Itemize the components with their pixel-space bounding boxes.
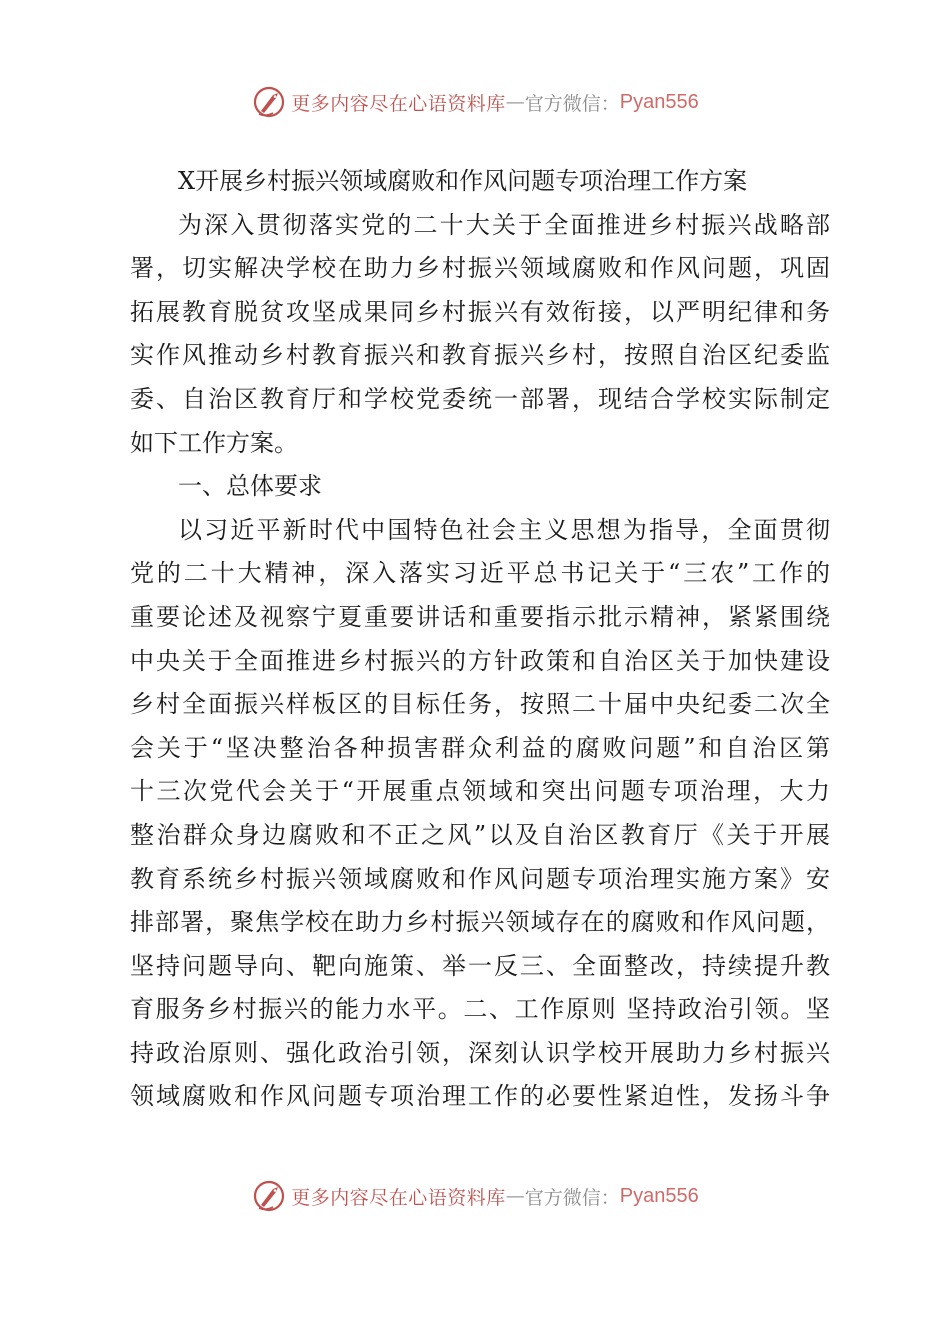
- watermark-banner-bottom: [0, 1174, 950, 1218]
- document-body: [130, 160, 830, 1119]
- pen-nib-icon: [251, 1178, 287, 1214]
- section-heading: 一、总体要求: [178, 472, 322, 501]
- paragraph-line: 十三次党代会关于“开展重点领域和突出问题专项治理，大力: [130, 777, 830, 806]
- pen-nib-icon: [251, 84, 287, 120]
- paragraph-line: 委、自治区教育厅和学校党委统一部署，现结合学校实际制定: [130, 384, 830, 413]
- paragraph-line: 持政治原则、强化政治引领，深刻认识学校开展助力乡村振兴: [130, 1038, 830, 1067]
- paragraph-line: 以习近平新时代中国特色社会主义思想为指导，全面贯彻: [178, 515, 830, 544]
- paragraph-line: 党的二十大精神，深入落实习近平总书记关于“三农”工作的: [130, 559, 830, 588]
- paragraph-line: 重要论述及视察宁夏重要讲话和重要指示批示精神，紧紧围绕: [130, 602, 830, 631]
- watermark-brand: 更多内容尽在心语资料库: [291, 1186, 506, 1209]
- paragraph-line: 领域腐败和作风问题专项治理工作的必要性紧迫性，发扬斗争: [130, 1082, 830, 1111]
- watermark-dash: —: [505, 91, 525, 113]
- watermark-brand: 更多内容尽在心语资料库: [291, 92, 506, 115]
- paragraph-line: 乡村全面振兴样板区的目标任务，按照二十届中央纪委二次全: [130, 690, 830, 719]
- watermark-banner-top: [0, 80, 950, 124]
- watermark-wechat-id: Pyan556: [619, 90, 699, 113]
- document-title: X开展乡村振兴领域腐败和作风问题专项治理工作方案: [178, 167, 748, 195]
- paragraph-line: 署，切实解决学校在助力乡村振兴领域腐败和作风问题，巩固: [130, 254, 830, 283]
- paragraph-line: 教育系统乡村振兴领域腐败和作风问题专项治理实施方案》安: [130, 864, 830, 893]
- watermark-dash: —: [505, 1185, 525, 1207]
- watermark-wechat-label: 官方微信：: [524, 92, 620, 115]
- paragraph-line: 中央关于全面推进乡村振兴的方针政策和自治区关于加快建设: [130, 646, 830, 675]
- paragraph-line: 育服务乡村振兴的能力水平。二、工作原则 坚持政治引领。坚: [130, 995, 830, 1024]
- paragraph-line: 坚持问题导向、靶向施策、举一反三、全面整改，持续提升教: [130, 951, 830, 980]
- paragraph-line: 整治群众身边腐败和不正之风”以及自治区教育厅《关于开展: [130, 820, 830, 849]
- watermark-wechat-id: Pyan556: [619, 1184, 699, 1207]
- paragraph-line: 为深入贯彻落实党的二十大关于全面推进乡村振兴战略部: [178, 210, 830, 239]
- paragraph-line: 实作风推动乡村教育振兴和教育振兴乡村，按照自治区纪委监: [130, 341, 830, 370]
- paragraph-line: 拓展教育脱贫攻坚成果同乡村振兴有效衔接，以严明纪律和务: [130, 297, 830, 326]
- paragraph-line: 如下工作方案。: [130, 428, 298, 457]
- watermark-wechat-label: 官方微信：: [524, 1186, 620, 1209]
- paragraph-line: 会关于“坚决整治各种损害群众利益的腐败问题”和自治区第: [130, 733, 830, 762]
- paragraph-line: 排部署，聚焦学校在助力乡村振兴领域存在的腐败和作风问题，: [130, 908, 830, 937]
